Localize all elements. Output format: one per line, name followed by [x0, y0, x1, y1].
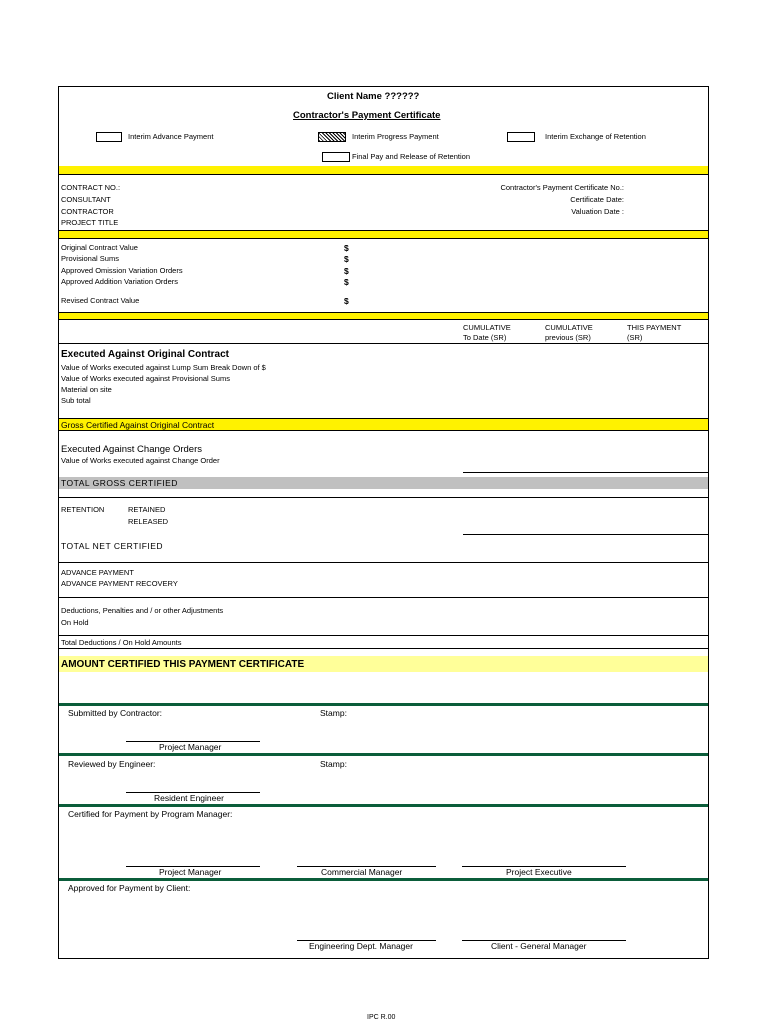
col-this-payment: THIS PAYMENT — [627, 323, 682, 332]
addition-variation-label: Approved Addition Variation Orders — [61, 277, 179, 286]
col-cumulative-to-date: CUMULATIVE — [463, 323, 511, 332]
project-executive-label: Project Executive — [506, 867, 572, 877]
provisional-works-label: Value of Works executed against Provisional Sums — [61, 374, 230, 383]
currency-symbol: $ — [344, 254, 349, 264]
submitted-by-contractor-label: Submitted by Contractor: — [68, 708, 163, 718]
gross-certified-original-label: Gross Certified Against Original Contract — [61, 420, 215, 430]
project-manager-label: Project Manager — [159, 867, 222, 877]
advance-recovery-label: ADVANCE PAYMENT RECOVERY — [61, 579, 178, 588]
certificate-date-label: Certificate Date: — [570, 195, 624, 204]
divider — [59, 343, 708, 344]
material-on-site-label: Material on site — [61, 385, 112, 394]
interim-exchange-label: Interim Exchange of Retention — [545, 132, 646, 141]
executed-original-title: Executed Against Original Contract — [61, 349, 229, 360]
total-gross-label: TOTAL GROSS CERTIFIED — [61, 478, 178, 488]
engineering-manager-label: Engineering Dept. Manager — [309, 941, 413, 951]
total-deductions-label: Total Deductions / On Hold Amounts — [61, 638, 182, 647]
reviewed-by-engineer-label: Reviewed by Engineer: — [68, 759, 156, 769]
executed-change-title: Executed Against Change Orders — [61, 444, 203, 455]
total-net-label: TOTAL NET CERTIFIED — [61, 541, 164, 551]
change-order-works-label: Value of Works executed against Change Order — [61, 456, 220, 465]
interim-exchange-checkbox[interactable] — [507, 132, 535, 142]
divider — [59, 319, 708, 320]
client-name: Client Name ?????? — [327, 91, 420, 102]
separator-bar — [59, 231, 708, 238]
final-pay-checkbox[interactable] — [322, 152, 350, 162]
divider — [59, 430, 708, 431]
lump-sum-label: Value of Works executed against Lump Sum Break Down of $ — [61, 363, 266, 372]
interim-progress-label: Interim Progress Payment — [352, 132, 439, 141]
valuation-date-label: Valuation Date : — [571, 207, 624, 216]
retained-label: RETAINED — [128, 505, 166, 514]
currency-symbol: $ — [344, 266, 349, 276]
divider — [59, 597, 708, 598]
retention-label: RETENTION — [61, 505, 105, 514]
original-contract-value-label: Original Contract Value — [61, 243, 138, 252]
stamp-label: Stamp: — [320, 708, 347, 718]
divider — [59, 648, 708, 649]
advance-payment-label: ADVANCE PAYMENT — [61, 568, 134, 577]
section-separator — [59, 703, 708, 706]
contract-no-label: CONTRACT NO.: — [61, 183, 121, 192]
currency-symbol: $ — [344, 296, 349, 306]
certificate-title: Contractor's Payment Certificate — [293, 110, 441, 121]
interim-progress-checkbox[interactable] — [318, 132, 346, 142]
final-pay-label: Final Pay and Release of Retention — [352, 152, 470, 161]
currency-symbol: $ — [344, 243, 349, 253]
section-separator — [59, 878, 708, 881]
interim-advance-label: Interim Advance Payment — [128, 132, 214, 141]
client-general-manager-label: Client - General Manager — [491, 941, 587, 951]
resident-engineer-label: Resident Engineer — [154, 793, 224, 803]
divider — [59, 238, 708, 239]
on-hold-label: On Hold — [61, 618, 89, 627]
amount-certified-label: AMOUNT CERTIFIED THIS PAYMENT CERTIFICATE — [61, 659, 305, 670]
divider — [59, 562, 708, 563]
stamp-label: Stamp: — [320, 759, 347, 769]
project-title-label: PROJECT TITLE — [61, 218, 119, 227]
deductions-label: Deductions, Penalties and / or other Adjustments — [61, 606, 224, 615]
value-line — [463, 472, 708, 473]
interim-advance-checkbox[interactable] — [96, 132, 122, 142]
separator-bar — [59, 166, 708, 174]
subtotal-label: Sub total — [61, 396, 91, 405]
released-label: RELEASED — [128, 517, 169, 526]
currency-symbol: $ — [344, 277, 349, 287]
col-cumulative-previous: CUMULATIVE — [545, 323, 593, 332]
divider — [59, 635, 708, 636]
divider — [59, 497, 708, 498]
section-separator — [59, 753, 708, 756]
certificate-no-label: Contractor's Payment Certificate No.: — [500, 183, 624, 192]
provisional-sums-label: Provisional Sums — [61, 254, 119, 263]
value-line — [463, 534, 708, 535]
omission-variation-label: Approved Omission Variation Orders — [61, 266, 183, 275]
commercial-manager-label: Commercial Manager — [321, 867, 403, 877]
consultant-label: CONSULTANT — [61, 195, 111, 204]
divider — [59, 174, 708, 175]
project-manager-label: Project Manager — [159, 742, 222, 752]
certified-by-program-manager-label: Certified for Payment by Program Manager: — [68, 809, 233, 819]
col-cumulative-previous-unit: previous (SR) — [545, 333, 591, 342]
col-cumulative-to-date-unit: To Date (SR) — [463, 333, 507, 342]
col-this-payment-unit: (SR) — [627, 333, 643, 342]
revised-contract-value-label: Revised Contract Value — [61, 296, 140, 305]
section-separator — [59, 804, 708, 807]
approved-by-client-label: Approved for Payment by Client: — [68, 883, 191, 893]
footer-revision: IPC R.00 — [367, 1014, 396, 1021]
contractor-label: CONTRACTOR — [61, 207, 114, 216]
